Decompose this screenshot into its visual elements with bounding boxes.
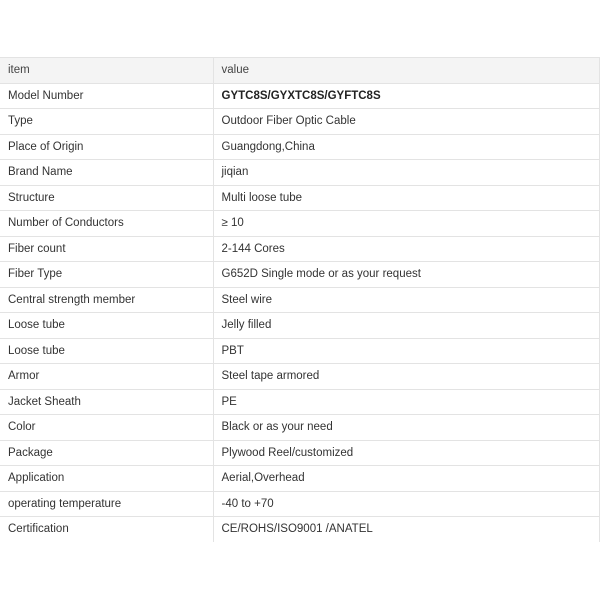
table-row: [0, 313, 599, 339]
table-row: [0, 83, 599, 109]
row-key: Fiber Type: [0, 262, 213, 288]
table-row: [0, 491, 599, 517]
row-value: Steel wire: [213, 287, 599, 313]
row-key: Application: [0, 466, 213, 492]
table-row: [0, 389, 599, 415]
row-key: Loose tube: [0, 338, 213, 364]
row-key: Type: [0, 109, 213, 135]
table-row: [0, 134, 599, 160]
row-key: Armor: [0, 364, 213, 390]
row-value: PE: [213, 389, 599, 415]
row-value: ≥ 10: [213, 211, 599, 237]
table-row: [0, 236, 599, 262]
row-value: Aerial,Overhead: [213, 466, 599, 492]
table-row: [0, 517, 599, 542]
row-value: 2-144 Cores: [213, 236, 599, 262]
row-value: Multi loose tube: [213, 185, 599, 211]
row-key: Brand Name: [0, 160, 213, 186]
table-row: [0, 160, 599, 186]
row-key: Central strength member: [0, 287, 213, 313]
row-key: operating temperature: [0, 491, 213, 517]
row-key: Number of Conductors: [0, 211, 213, 237]
row-value: PBT: [213, 338, 599, 364]
table-row: [0, 185, 599, 211]
table-row: [0, 466, 599, 492]
row-value: G652D Single mode or as your request: [213, 262, 599, 288]
row-value: -40 to +70: [213, 491, 599, 517]
row-value: Steel tape armored: [213, 364, 599, 390]
table-row: [0, 262, 599, 288]
row-value: Jelly filled: [213, 313, 599, 339]
table-header-row: [0, 58, 599, 84]
row-key: Color: [0, 415, 213, 441]
row-key: Jacket Sheath: [0, 389, 213, 415]
row-key: Model Number: [0, 83, 213, 109]
row-key: Certification: [0, 517, 213, 542]
header-item-cell: item: [0, 58, 213, 84]
row-key: Fiber count: [0, 236, 213, 262]
row-value: Black or as your need: [213, 415, 599, 441]
table-row: [0, 415, 599, 441]
row-key: Structure: [0, 185, 213, 211]
row-key: Loose tube: [0, 313, 213, 339]
header-value-cell: value: [213, 58, 599, 84]
row-value: GYTC8S/GYXTC8S/GYFTC8S: [213, 83, 599, 109]
row-value: Plywood Reel/customized: [213, 440, 599, 466]
row-value: jiqian: [213, 160, 599, 186]
table-row: [0, 440, 599, 466]
row-value: Outdoor Fiber Optic Cable: [213, 109, 599, 135]
spec-table: [0, 57, 600, 542]
row-key: Place of Origin: [0, 134, 213, 160]
table-row: [0, 109, 599, 135]
row-value: CE/ROHS/ISO9001 /ANATEL: [213, 517, 599, 542]
table-row: [0, 211, 599, 237]
table-row: [0, 338, 599, 364]
row-key: Package: [0, 440, 213, 466]
table-row: [0, 287, 599, 313]
row-value: Guangdong,China: [213, 134, 599, 160]
table-row: [0, 364, 599, 390]
